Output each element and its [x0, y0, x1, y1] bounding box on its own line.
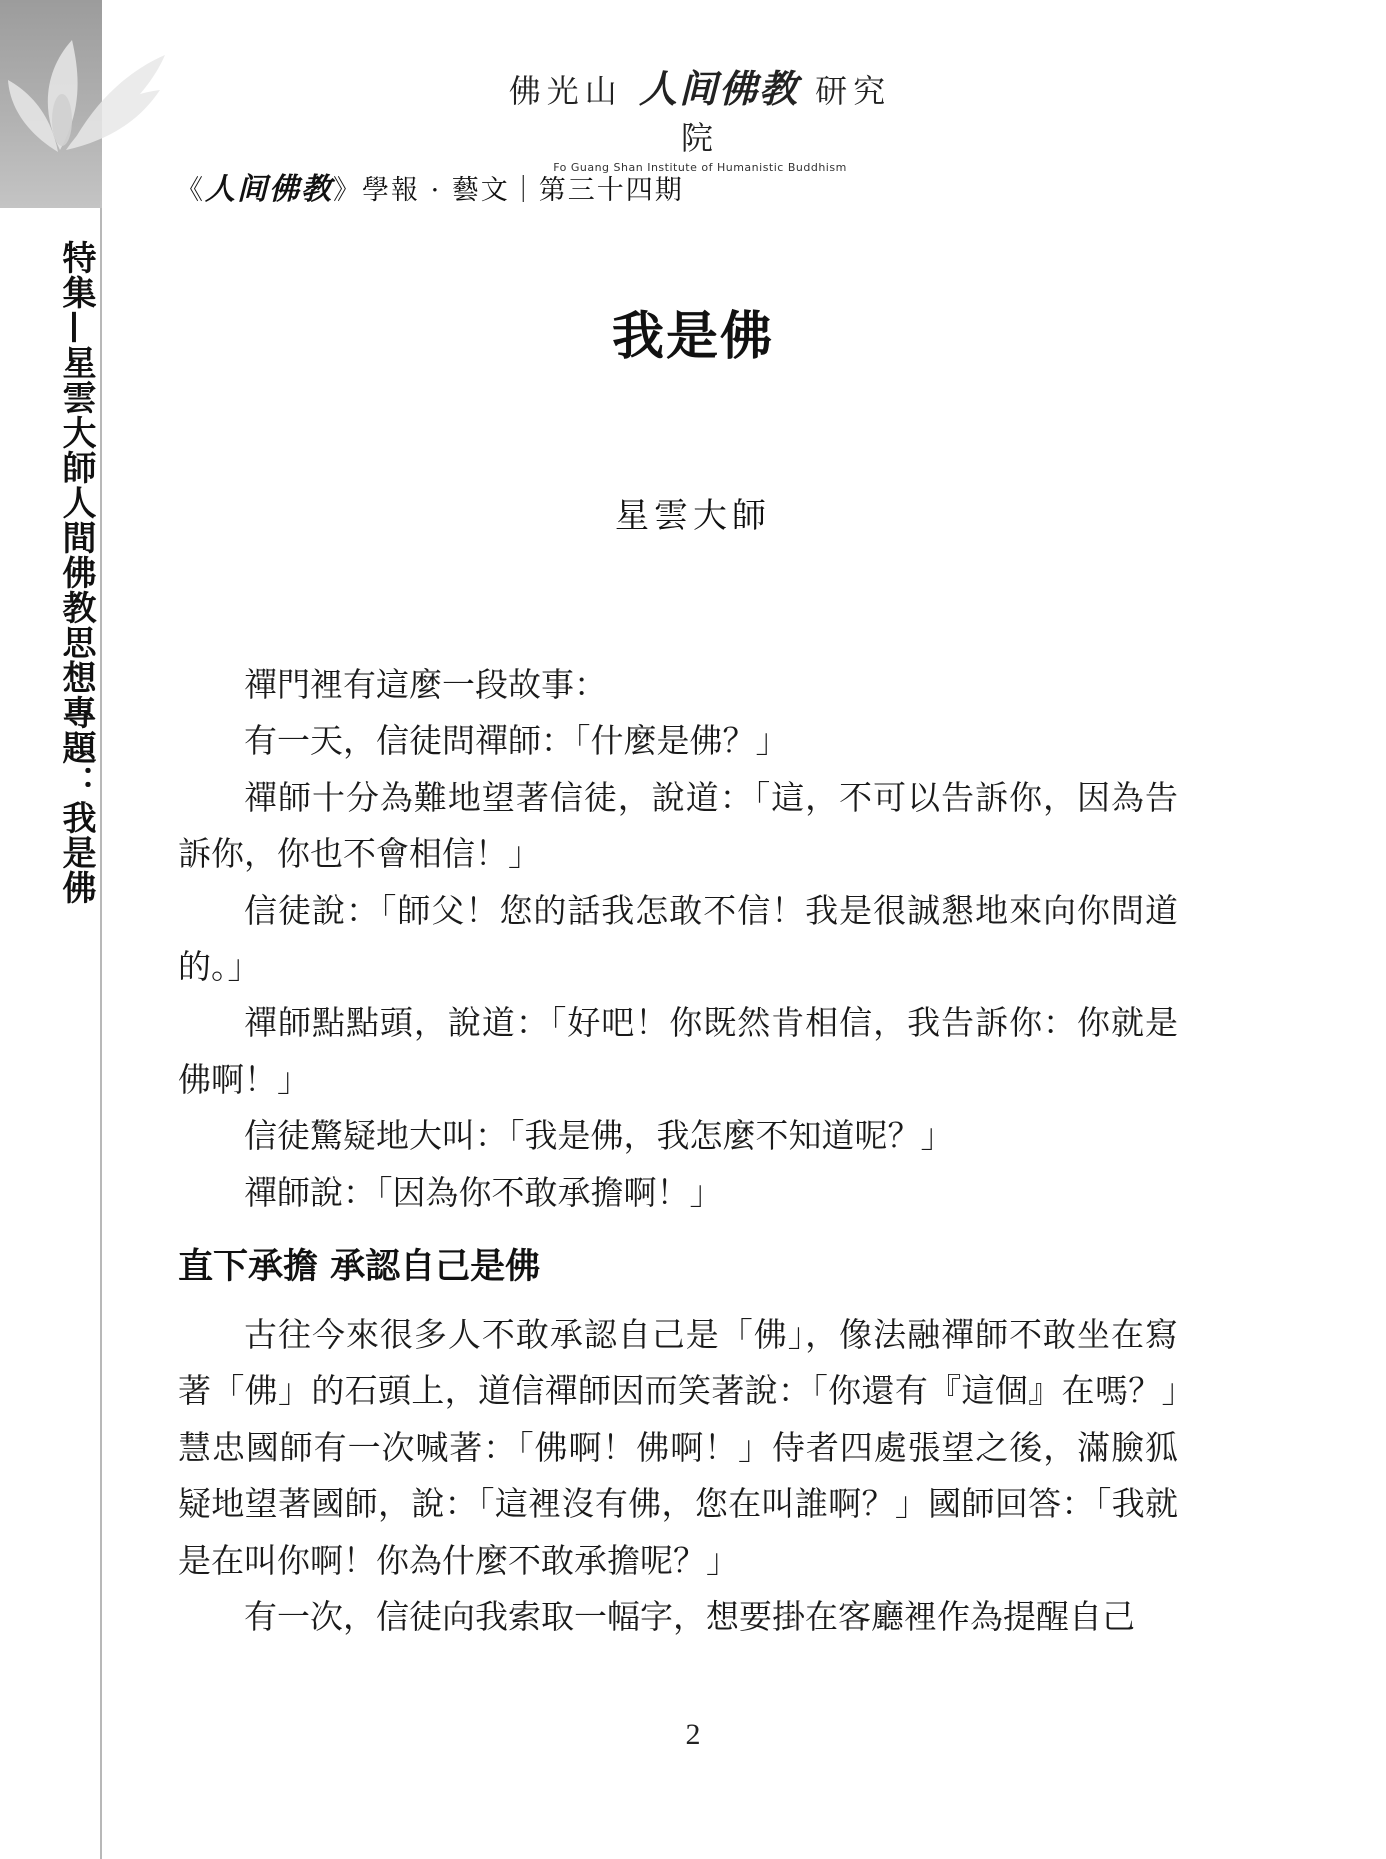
- paragraph: 有一次，信徒向我索取一幅字，想要掛在客廳裡作為提醒自己: [244, 1597, 1135, 1637]
- journal-open: 《: [176, 175, 205, 206]
- page-number: 2: [685, 1718, 701, 1751]
- paragraph: 信徒說：「師父！您的話我怎敢不信！我是很誠懇地來向你問道的。」: [178, 890, 1178, 987]
- section-heading: 直下承擔 承認自己是佛: [178, 1246, 541, 1288]
- article-title: 我是佛: [611, 306, 774, 367]
- lotus-watermark-icon: [0, 0, 200, 208]
- paragraph: 禪師十分為難地望著信徒，說道：「這，不可以告訴你，因為告訴你，你也不會相信！」: [178, 777, 1178, 874]
- paragraph: 禪師說：「因為你不敢承擔啊！」: [244, 1172, 723, 1212]
- journal-issue: 》學報 · 藝文｜第三十四期: [333, 175, 684, 206]
- paragraph: 古往今來很多人不敢承認自己是「佛」，像法融禪師不敢坐在寫著「佛」的石頭上，道信禪師因而笑著說：「你還有『這個』在嗎？」慧忠國師有一次喊著：「佛啊！佛啊！」侍者四處張望之後，滿臉狐疑地望著國師，說：「這裡沒有佛，您在叫誰啊？」國師回答：「我就是在叫你啊！你為什麼不敢承擔呢？」: [178, 1315, 1178, 1580]
- institute-name: [490, 58, 910, 159]
- paragraph: 有一天，信徒問禪師：「什麼是佛？」: [244, 721, 789, 761]
- side-running-title: 特集—星雲大師人間佛教思想專題：我是佛: [56, 240, 96, 905]
- institute-prefix: 佛光山: [508, 72, 623, 110]
- institute-script: 人间佛教: [638, 66, 799, 111]
- side-rule: [100, 208, 102, 1859]
- journal-title: 人间佛教: [205, 172, 333, 207]
- corner-tab: [0, 0, 102, 208]
- article-author: 星雲大師: [615, 496, 771, 536]
- paragraph: 信徒驚疑地大叫：「我是佛，我怎麼不知道呢？」: [244, 1116, 954, 1156]
- institute-english-name: Fo Guang Shan Institute of Humanistic Buddhism: [553, 161, 847, 174]
- institute-suffix: 研究院: [680, 72, 892, 157]
- institute-header: [490, 58, 910, 174]
- paragraph: 禪師點點頭，說道：「好吧！你既然肯相信，我告訴你：你就是佛啊！」: [178, 1003, 1178, 1099]
- journal-header: [176, 164, 684, 208]
- article-body: [178, 657, 1178, 1646]
- paragraph: 禪門裡有這麼一段故事：: [244, 665, 607, 704]
